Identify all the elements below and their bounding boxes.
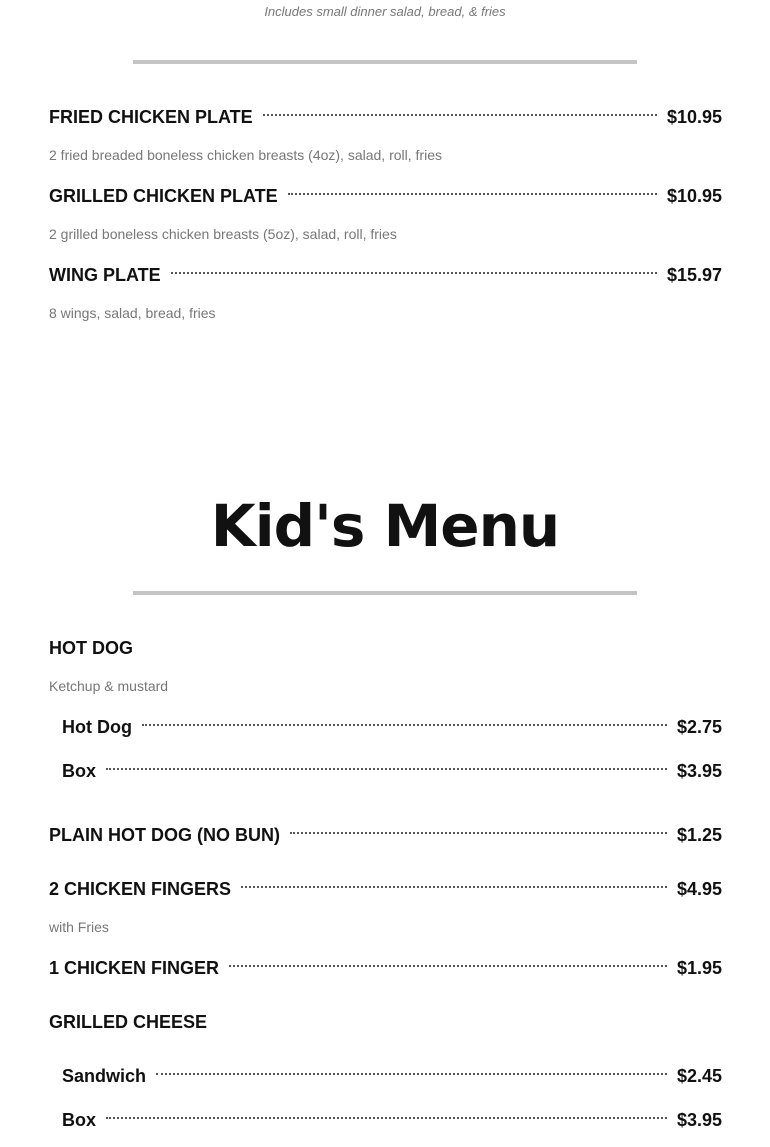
menu-item-two-chicken-fingers — [49, 877, 722, 901]
item-name: HOT DOG — [49, 637, 133, 658]
section-note: Includes small dinner salad, bread, & fries — [264, 4, 506, 19]
dotted-leader — [156, 1073, 667, 1075]
item-price: $10.95 — [666, 106, 722, 127]
item-name: FRIED CHICKEN PLATE — [49, 106, 253, 127]
item-description: with Fries — [49, 919, 109, 935]
item-price: $1.25 — [676, 824, 722, 845]
option-price: $2.45 — [676, 1065, 722, 1086]
dotted-leader — [229, 965, 667, 967]
option-price: $3.95 — [676, 760, 722, 781]
dotted-leader — [241, 886, 667, 888]
dotted-leader — [263, 114, 657, 116]
kids-menu-title: Kid's Menu — [210, 492, 560, 560]
item-name: 1 CHICKEN FINGER — [49, 957, 220, 978]
dotted-leader — [171, 272, 657, 274]
option-price: $2.75 — [676, 716, 722, 737]
option-name: Box — [62, 1109, 97, 1130]
menu-option-grilled-cheese-sandwich — [62, 1064, 722, 1088]
item-name: GRILLED CHEESE — [49, 1011, 208, 1032]
item-name: GRILLED CHICKEN PLATE — [49, 185, 278, 206]
dotted-leader — [290, 832, 667, 834]
item-description: Ketchup & mustard — [49, 678, 169, 694]
option-name: Sandwich — [62, 1065, 147, 1086]
dotted-leader — [288, 193, 657, 195]
item-price: $4.95 — [676, 878, 722, 899]
option-price: $3.95 — [676, 1109, 722, 1130]
dotted-leader — [106, 768, 667, 770]
menu-item-plain-hot-dog — [49, 823, 722, 847]
menu-item-grilled-chicken-plate — [49, 184, 722, 208]
section-divider — [133, 60, 637, 64]
menu-option-hot-dog-box — [62, 759, 722, 783]
section-divider — [133, 591, 637, 595]
item-price: $1.95 — [676, 957, 722, 978]
item-name: WING PLATE — [49, 264, 161, 285]
item-description: 8 wings, salad, bread, fries — [49, 305, 216, 321]
item-description: 2 fried breaded boneless chicken breasts (4oz), salad, roll, fries — [49, 147, 442, 163]
dotted-leader — [142, 724, 667, 726]
item-price: $15.97 — [666, 264, 722, 285]
option-name: Hot Dog — [62, 716, 132, 737]
menu-item-fried-chicken-plate — [49, 105, 722, 129]
item-name: PLAIN HOT DOG (NO BUN) — [49, 824, 280, 845]
menu-item-hot-dog — [49, 636, 722, 660]
menu-item-one-chicken-finger — [49, 956, 722, 980]
item-description: 2 grilled boneless chicken breasts (5oz), salad, roll, fries — [49, 226, 397, 242]
menu-option-grilled-cheese-box — [62, 1108, 722, 1132]
dotted-leader — [106, 1117, 667, 1119]
option-name: Box — [62, 760, 97, 781]
menu-item-wing-plate — [49, 263, 722, 287]
item-price: $10.95 — [666, 185, 722, 206]
menu-item-grilled-cheese — [49, 1010, 722, 1034]
item-name: 2 CHICKEN FINGERS — [49, 878, 232, 899]
menu-option-hot-dog — [62, 715, 722, 739]
